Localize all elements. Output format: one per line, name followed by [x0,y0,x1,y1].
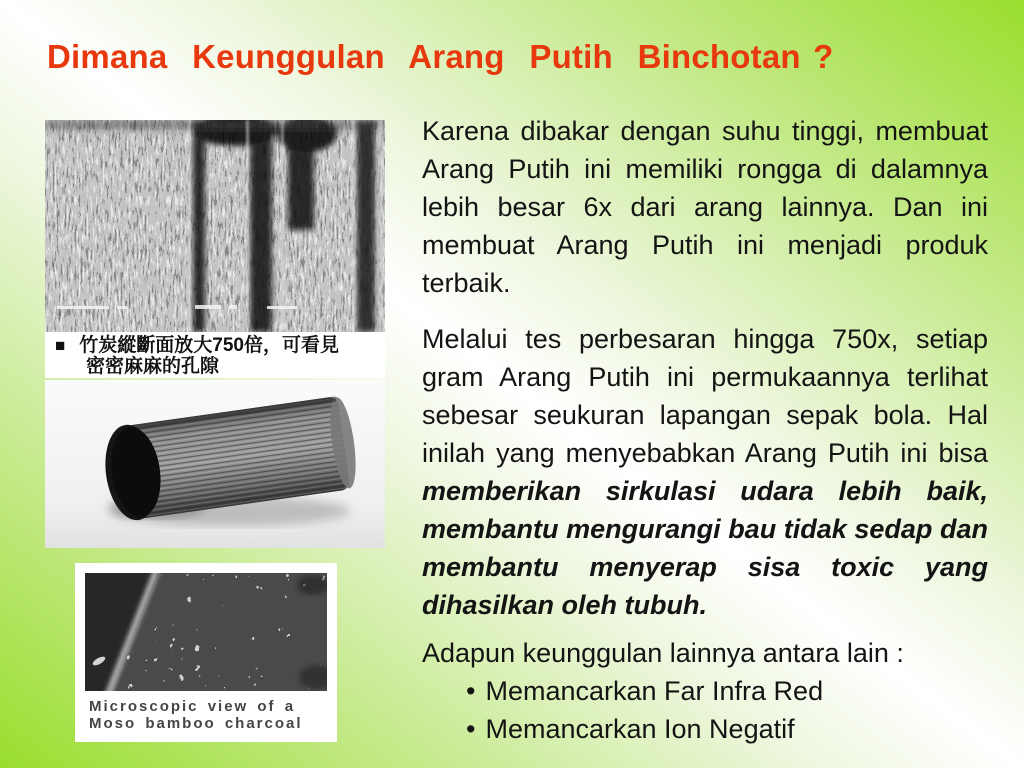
sem-photo-image [45,120,385,332]
bullet-item-1 [422,672,988,710]
charcoal-stick-figure [45,380,385,548]
paragraph-2 [422,320,988,624]
moso-figure [75,563,337,742]
paragraph-1: Karena dibakar dengan suhu tinggi, membuat Arang Putih ini memiliki rongga di dalamnya lebih besar 6x dari arang lainnya. Dan ini membuat Arang Putih ini menjadi produk terbaik. [422,116,988,298]
sem-bamboo-figure [45,120,385,378]
sem-caption-line2: 密密麻麻的孔隙 [86,356,220,377]
bullet-dot-icon: • [466,676,476,706]
body-text [422,112,988,748]
sem-caption [45,332,385,378]
paragraph-2-emphasis: memberikan sirkulasi udara lebih baik, membantu mengurangi bau tidak sedap dan membantu menyerap sisa toxic yang dihasilkan oleh tubuh. [422,476,988,620]
paragraph-3-heading: Adapun keunggulan lainnya antara lain : [422,638,904,668]
moso-caption [85,698,327,732]
page-title: Dimana Keunggulan Arang Putih Binchotan ? [47,38,834,75]
bullet-2-label: Memancarkan Ion Negatif [485,714,795,744]
black-square-icon: ■ [55,336,66,355]
moso-photo-image [85,573,327,691]
bullet-dot-icon: • [466,714,476,744]
sem-caption-line1: 竹炭縱斷面放大750倍，可看見 [79,335,339,356]
bullet-item-2 [422,710,988,748]
charcoal-stick-image [45,380,385,548]
moso-caption-line1: Microscopic view of a [89,698,296,715]
moso-caption-line2: Moso bamboo charcoal [89,715,303,732]
paragraph-2-text: Melalui tes perbesaran hingga 750x, setiap gram Arang Putih ini permukaannya terlihat sebesar seukuran lapangan sepak bola. Hal inilah yang menyebabkan Arang Putih ini bisa [422,324,988,468]
bullet-1-label: Memancarkan Far Infra Red [485,676,824,706]
